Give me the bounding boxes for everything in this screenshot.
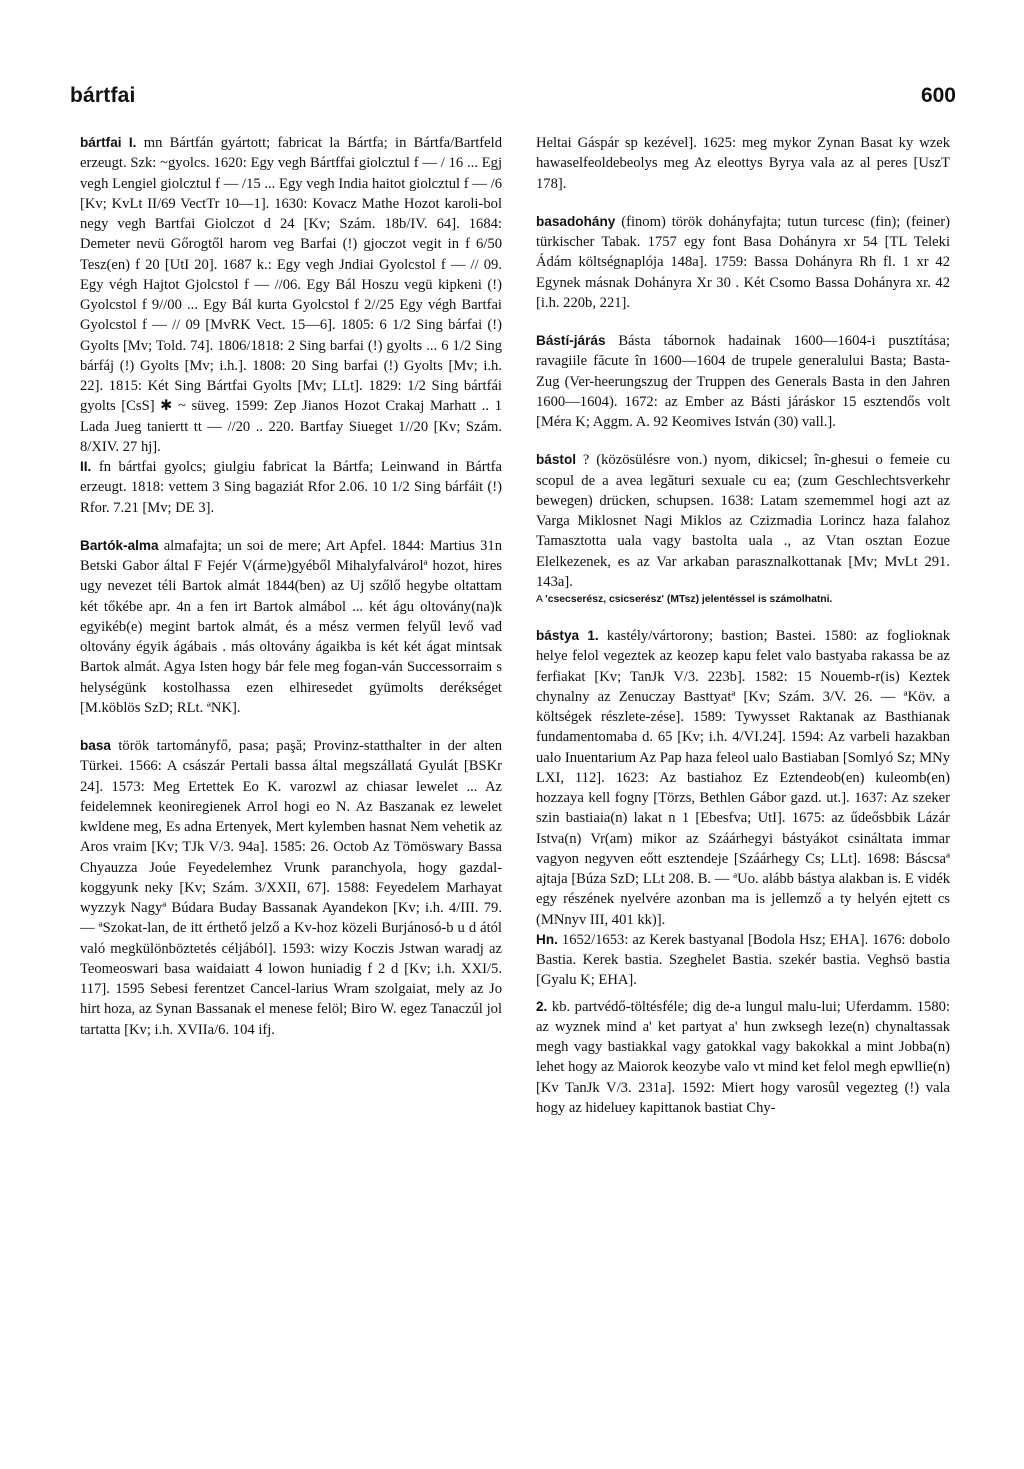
headword-bartfai: bártfai [80, 135, 122, 150]
entry-bartfai-sense-2 [80, 457, 502, 518]
headword-basadohany: basadohány [536, 213, 616, 229]
headword-bastol: bástol [536, 452, 577, 468]
sense-number: II. [80, 459, 92, 474]
entry-basti-jaras [536, 331, 950, 432]
headword-basa: basa [80, 738, 111, 753]
footnote-bastol [536, 592, 950, 608]
entry-text: almafajta; un soi de mere; Art Apfel. 1844: Martius 31n Betski Gabor által F Fejér V(árme)gyéből Mihalyfalvárolª hozot, hires ugy nevezet téli Bartok almát 1844(ben) az Uj szőlő hegybe oltattam két tőkébe apr. 4n a fen irt Bartok almábol ... két águ oltovány(na)k egyikéb(e) megint bartok almát, és a mész vermen felyűl levő vad oltovány égyik ágábais . más oltovány ágaikba is két két ágat mintsak Bartok almát. Agya Isten hogy bár fele meg fogan-ván Successorraim s helységünk kostolhassa ezen elhiresedet gyümolts derékséget [M.köblös SzD; RLt. ªNK]. [80, 537, 502, 716]
right-column [536, 133, 950, 1118]
entry-text: Básta tábornok hadainak 1600—1604-i pusztítása; ravagiile făcute în 1600—1604 de trupele generalului Basta; Basta-Zug (Ver-heerungszug der Truppen des Generals Basta in den Jahren 1600—1604). 1672: az Ember az Básti járáskor 15 esztendős volt [Méra K; Aggm. A. 92 Keomives István (30) vall.]. [536, 333, 950, 430]
running-head [70, 84, 956, 114]
entry-bastya-place-names [536, 930, 950, 991]
entry-basa-continuation [536, 133, 950, 194]
headword-basti-jaras: Bástí-járás [536, 333, 606, 348]
entry-text: 1652/1653: az Kerek bastyanal [Bodola Hsz; EHA]. 1676: dobolo Bastia. Kerek bastia. Szeghelet Bastia. szekér bastia. Veghsö bastia [Gyalu K; EHA]. [536, 931, 950, 989]
left-column [80, 133, 502, 1040]
headword-bastya: bástya [536, 628, 580, 643]
footnote-text: 'csecserész, csicserész' (MTsz) jelentéssel is számolhatni. [545, 594, 833, 605]
entry-text: mn Bártfán gyártott; fabricat la Bártfa; in Bártfa/Bartfeld erzeugt. Szk: ~gyolcs. 1620: Egy vegh Bártffai giolcztul f — / 16 ... Egj vegh Lengiel giolcztul f — /15 ... Egy vegh India haitot giolcztul f — /6 [Kv; KvLt II/69 VectTr 10—1]. 1630: Kovacz Mathe Hozot karoli-bol negy vegh Bartfai Giolczot d 24 [Kv; Szám. 18b/IV. 64]. 1684: Demeter nevü Gőrogtől harom veg Barfai (!) gjoczot vegit in f 6/50 Tesz(en) f 20 [UtI 20]. 1687 k.: Egy vegh Jndiai Gyolcstol f — // 09. Egy végh Hajtot Gjolcstol f — //06. Egy Bál Hoszu vegü kipkeni (!) Gyolcstol f 9//00 ... Egy Bál kurta Gyolcstol f 2//25 Egy végh Bartfai Gyolcstol f — // 09 [MvRK Vect. 15—6]. 1805: 6 1/2 Sing bárfai (!) Gyolts [Mv; Told. 74]. 1806/1818: 2 Sing barfai (!) gyolts ... 6 1/2 Sing bárfáj (!) Gyolts [Mv; i.h.]. 1808: 20 Sing barfai (!) Gyolts [Mv; i.h. 22]. 1815: Két Sing Bártfai Gyolts [Mv; LLt]. 1829: 1/2 Sing bártfái gyolts [CsS] ✱ ~ süveg. 1599: Zep Jianos Hozot Crakaj Marhatt .. 1 Lada Jueg taniertt tt — //20 .. 220. Bartfay Siueget 1//20 [Kv; Szám. 8/XIV. 27 hj]. [80, 135, 503, 455]
entry-text: török tartományfő, pasa; paşă; Provinz-statthalter in der alten Türkei. 1566: A császár Pertali bassa által megszállatá Gyulát [BSKr 24]. 1573: Meg Ertettek Eo K. varozwl az chiasar lewelet ... Az feidelemnek keoniregienek Arrol hogi eo N. Az Baszanak ez lewelet kwldene meg, Es adna Ertenyek, Mert kylemben hasnat Nem vehetik az Aros vraim [Kv; TJk V/3. 94a]. 1585: 26. Octob Az Tömöswary Bassa Chyauzza Joúe Feyedelemhez Vrunk paranchyola, hogy gazdal-koggyunk neky [Kv; Szám. 3/XXII, 67]. 1588: Feyedelem Marhayat wyzzyk Nagyª Búdara Buday Bassanak Ayandekon [Kv; i.h. 4/III. 79. — ªSzokat-lan, de itt érthető jelző a Kv-hoz közeli Burjánosó-b u d ától való megkülönböztetés céljából]. 1593: wizy Koczis Jstwan waradj az Teomeoswari basa waidaiatt 4 lowon huniadig f 2 d [Kv; i.h. XXI/5. 117]. 1595 Sebesi ferentzet Cancel-larius Wram szolgaiat, mely az Jo hirt hoza, az Synan Bassanak el menese felöl; Biro W. egez Tanaczúl jol tartatta [Kv; i.h. XVIIa/6. 104 ifj. [80, 738, 502, 1038]
page-number: 600 [920, 84, 956, 107]
entry-bartfai [80, 133, 502, 457]
footnote-prefix: A [536, 594, 543, 605]
entry-basadohany [536, 212, 950, 313]
entry-text: (finom) török dohányfajta; tutun turcesc (fin); (feiner) türkischer Tabak. 1757 egy font Basa Dohányra xr 54 [TL Teleki Ádám költségnaplója 148a]. 1759: Bassa Dohányra Rh fl. 1 xr 42 Egynek másnak Dohányra Xr 30 . Két Csomo Bassa Dohányra xr. 42 [i.h. 220b, 221]. [536, 213, 950, 311]
entry-bartok-alma [80, 536, 502, 718]
entry-basa [80, 736, 502, 1040]
entry-text: ? (közösülésre von.) nyom, dikicsel; în-ghesui o femeie cu scopul de a avea legături sexuale cu ea; (zum Geschlechtsverkehr bewegen) drücken, schupsen. 1638: Latam szememmel hogi azt az Varga Miklosnet Nagi Miklos az Czizmadia Lorincz haza falahoz Tamasztotta uala vagy bastolta uala ., az Vtan osztan Eozue Elelkezenek, es az Var arkaban parasznalkottanak [Mv; MvLt 291. 143a]. [536, 452, 950, 590]
headword-bartok-alma: Bartók-alma [80, 537, 159, 553]
entry-text: Heltai Gáspár sp kezével]. 1625: meg mykor Zynan Basat ky wzek hawaselfeoldebeolys meg Az eleottys Byrya vala az al peres [UszT 178]. [536, 135, 950, 192]
sense-number: 1. [587, 628, 599, 643]
place-names-label: Hn. [536, 931, 558, 947]
entry-text: fn bártfai gyolcs; giulgiu fabricat la Bártfa; Leinwand in Bártfa erzeugt. 1818: vettem 3 Sing bagaziát Rfor 2.06. 10 1/2 Sing bárfáit (!) Rfor. 7.21 [Mv; DE 3]. [80, 459, 502, 516]
entry-text: kb. partvédő-töltésféle; dig de-a lungul malu-lui; Uferdamm. 1580: az wyznek mind a' ket partyat a' hun zwksegh leze(n) chynaltassak megh vagy bastiakkal vagy gatokkal vagy bakokkal a mint Jobba(n) lehet hogy az Maiorok keozybe valo vt mind ket felol megh epwllie(n) [Kv TanJk V/3. 231a]. 1592: Miert hogy varosûl vegezteg (!) vala hogy az hideluey kapittanok bastiat Chy- [536, 998, 950, 1116]
sense-number: I. [128, 135, 137, 150]
sense-number: 2. [536, 998, 548, 1014]
entry-bastya-sense-2 [536, 997, 950, 1119]
entry-text: kastély/vártorony; bastion; Bastei. 1580: az foglioknak helye felol vegeztek az keozep kapu felet valo bastyaba rakassa be az ferfiakat [Kv; TanJk V/3. 223b]. 1582: 15 Nouemb-r(is) Keztek chynalny az Zenuczay Basttyatª [Kv; Szám. 3/V. 26. — ªKöv. a költségek részlete-zése]. 1589: Tywysset Raktanak az Basthianak fundamentomaba d. 65 [Kv; i.h. 4/VI.24]. 1594: Az varbeli hazakban ualo Inuentarium Az Pap haza feleol ualo Bastiaban [Somlyó Sz; MNy LXI, 112]. 1623: Az bastiahoz Ez Eztendeob(en) kuleomb(en) hozzaya kell fogny [Törzs, Bethlen Gábor gazd. ut.]. 1637: Az szeker szin bastiaia(n) lakat n 1 [Ebesfva; UtI]. 1675: az űdeősbbik Lázár Istva(n) Vr(am) mikor az Száárhegyi bástyákot csináltata immar vagyon negyven eőtt esztendeje [Száárhegy Cs; LLt]. 1698: Báscsaª ajtaja [Búza SzD; LLt 208. B. — ªUo. alább bástya alakban is. E vidék egy részének nyelvére azonban ma is jellemző a ty helyén ejtett cs (MNnyv III, 401 kk)]. [536, 628, 950, 928]
running-head-word: bártfai [70, 84, 136, 107]
entry-bastol [536, 450, 950, 592]
entry-bastya [536, 626, 950, 930]
